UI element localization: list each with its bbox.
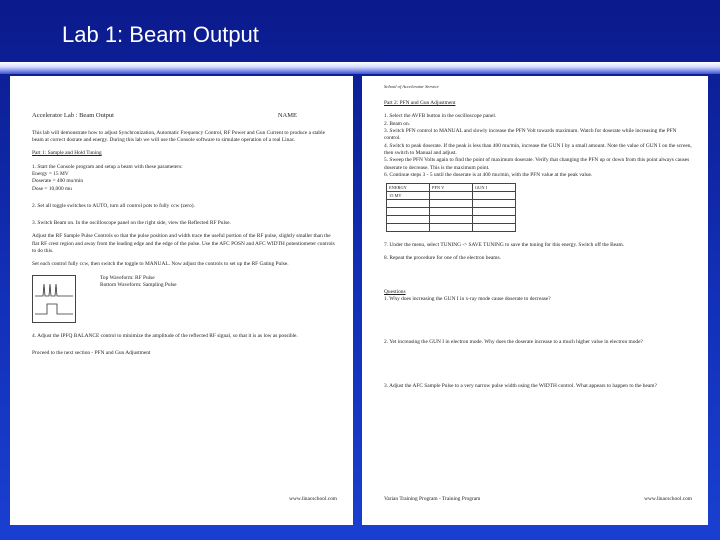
footer-program: Varian Training Program - Training Program (384, 495, 481, 502)
right-page-footer (384, 496, 692, 503)
table-row (387, 192, 516, 200)
adjust-paragraph: Adjust the RF Sample Pulse Controls so that the pulse position and width trace the useful portion of the RF pulse, slightly smaller than the flat RF crest region and away from the leading edge and the edge of the pulse. Use the AFC POSN and AFC WIDTH potentiometer controls to do this. (32, 233, 337, 255)
tuning-table (386, 183, 516, 232)
table-header-cell: PFN V (430, 184, 473, 192)
document-page-right (362, 76, 708, 525)
question-1: 1. Why does increasing the GUN I in x-ray mode cause doserate to decrease? (384, 296, 551, 303)
r-step-3: 3. Switch PFN control to MANUAL and slowly increase the PFN Volt towards maximum. Watch for doserate while increasing the PFN control. (384, 128, 678, 142)
part1-heading: Part 1: Sample and Hold Tuning (32, 150, 102, 157)
table-header-row (387, 184, 516, 192)
param-energy: Energy = 15 MV (32, 170, 69, 177)
step-3: 3. Switch Beam on. In the oscilloscope panel on the right side, view the Reflected RF Pulse. (32, 220, 231, 227)
r-step-7: 7. Under the menu, select TUNING -> SAVE TUNING to save the tuning for this energy. Switch off the Beam. (384, 242, 625, 249)
param-dose-rate: Doserate = 400 mu/min (32, 178, 84, 185)
oscilloscope-figure (32, 275, 76, 323)
document-header (32, 112, 337, 121)
r-step-2: 2. Beam on. (384, 120, 411, 127)
school-header: School of Accelerator Service (384, 84, 439, 89)
questions-heading: Questions (384, 288, 406, 295)
intro-paragraph: This lab will demonstrate how to adjust Synchronization, Automatic Frequency Control, RF Power and Gun Current to produce a stable beam at correct dosrate and energy. During this lab we will use the Console software to simulate operation of a real Linac. (32, 129, 327, 144)
table-cell (473, 192, 516, 200)
r-step-4: 4. Switch to peak doserate. If the peak is less than 400 mu/min, increase the GUN I by a small amount. Note the value of GUN I on the screen, then switch to Manual and adjust. (384, 142, 694, 156)
table-header-cell: GUN I (473, 184, 516, 192)
proceed-note: Proceed to the next section - PFN and Gun Adjustment (32, 349, 151, 356)
scope-bottom-caption: Bottom Waveform: Sampling Pulse (100, 281, 177, 288)
footer-url: www.linacschool.com (289, 495, 337, 502)
rf-pulse-trace (35, 284, 73, 296)
table-cell: 15 MV (387, 192, 430, 200)
title-divider (0, 62, 720, 74)
question-3: 3. Adjust the AFC Sample Pulse to a very narrow pulse width using the WIDTH control. What appears to happen to the beam? (384, 382, 657, 389)
scope-top-caption: Top Waveform: RF Pulse (100, 274, 155, 281)
r-step-8: 8. Repeat the procedure for one of the electron beams. (384, 255, 501, 262)
question-2: 2. Yet increasing the GUN I in electron mode. Why does the doserate increase to a much higher value in electron mode? (384, 339, 643, 346)
table-row (387, 200, 516, 208)
step-2: 2. Set all toggle switches to AUTO, turn all control pots to fully ccw (zero). (32, 202, 195, 209)
r-step-5: 5. Sweep the PFN Volts again to find the point of maximum doserate. Verify that changing the PFN up or down from this point always causes doserate to decrease. This is the maximum point. (384, 157, 691, 171)
r-step-1: 1. Select the AVFB button in the oscilloscope panel. (384, 113, 497, 120)
slide-title: Lab 1: Beam Output (62, 22, 259, 47)
param-dose: Dose = 10,000 mu (32, 185, 72, 192)
part2-heading: Part 2: PFN and Gun Adjustment (384, 100, 456, 107)
table-row (387, 216, 516, 224)
r-step-6: 6. Continue steps 3 - 5 until the doserate is at 400 mu/min, with the PFN value at the peak value. (384, 171, 593, 178)
step-4: 4. Adjust the IPFQ BALANCE control to minimize the amplitude of the reflected RF signal, so that it is as low as possible. (32, 332, 298, 339)
left-page-footer (32, 496, 337, 503)
manual-paragraph: Set each control fully ccw, then switch the toggle to MANUAL. Now adjust the controls to set up the RF Gating Pulse. (32, 261, 289, 268)
document-page-left (10, 76, 353, 525)
table-row (387, 208, 516, 216)
footer-url: www.linacschool.com (644, 495, 692, 502)
sampling-pulse-trace (35, 304, 73, 314)
table-row (387, 224, 516, 232)
table-cell (430, 192, 473, 200)
document-title: Accelerator Lab : Beam Output (32, 112, 114, 119)
table-header-cell: ENERGY (387, 184, 430, 192)
step-1: 1. Start the Console program and setup a beam with these parameters: (32, 163, 183, 170)
name-field-label: NAME (277, 112, 297, 119)
